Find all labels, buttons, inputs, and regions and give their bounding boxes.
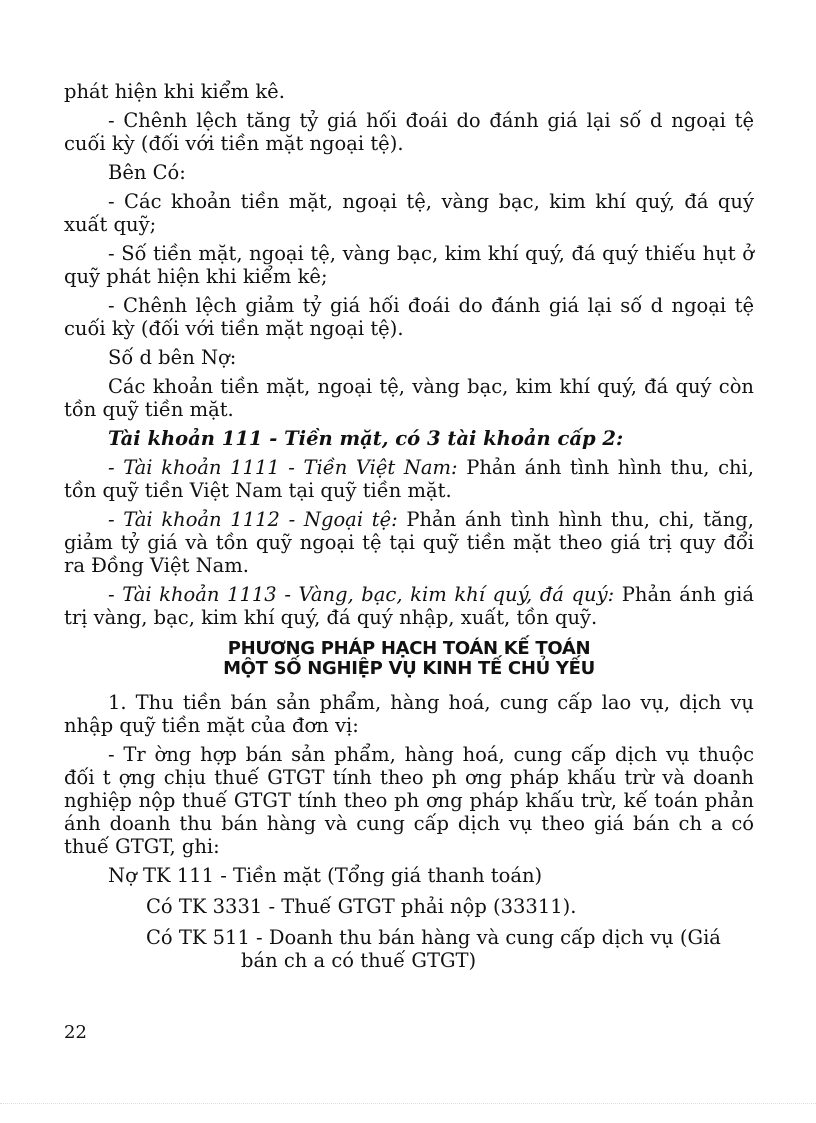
paragraph-credit-item-2: - Số tiền mặt, ngoại tệ, vàng bạc, kim khí quý, đá quý thiếu hụt ở quỹ phát hiện khi kiểm kê; bbox=[64, 242, 754, 288]
paragraph-item-1: 1. Thu tiền bán sản phẩm, hàng hoá, cung cấp lao vụ, dịch vụ nhập quỹ tiền mặt của đơn vị: bbox=[64, 691, 754, 737]
page-content bbox=[64, 80, 754, 980]
entry-debit-111: Nợ TK 111 - Tiền mặt (Tổng giá thanh toán) bbox=[108, 864, 543, 887]
account-111-title: Tài khoản 111 - Tiền mặt, có 3 tài khoản cấp 2: bbox=[108, 427, 624, 450]
account-1111-desc: Phản ánh tình hình thu, chi, tồn quỹ tiền Việt Nam tại quỹ tiền mặt. bbox=[64, 456, 754, 502]
paragraph-credit-item-1: - Các khoản tiền mặt, ngoại tệ, vàng bạc, kim khí quý, đá quý xuất quỹ; bbox=[64, 190, 754, 236]
entry-credit-511 bbox=[64, 926, 754, 972]
debit-balance-label: Số d bên Nợ: bbox=[108, 346, 237, 369]
account-1113-paragraph bbox=[64, 583, 754, 629]
paragraph-debit-item: - Chênh lệch tăng tỷ giá hối đoái do đánh giá lại số d ngoại tệ cuối kỳ (đối với tiền mặt ngoại tệ). bbox=[64, 109, 754, 155]
paragraph-case-1: - Tr ờng hợp bán sản phẩm, hàng hoá, cung cấp dịch vụ thuộc đối t ợng chịu thuế GTGT tính theo ph ơng pháp khấu trừ và doanh nghiệp nộp thuế GTGT tính theo ph ơng pháp khấu trừ, kế toán phản ánh doanh thu bán hàng và cung cấp dịch vụ theo giá bán ch a có thuế GTGT, ghi: bbox=[64, 743, 754, 858]
credit-side-label: Bên Có: bbox=[108, 161, 186, 184]
page-number: 22 bbox=[64, 1022, 87, 1043]
paragraph-debit-balance: Các khoản tiền mặt, ngoại tệ, vàng bạc, kim khí quý, đá quý còn tồn quỹ tiền mặt. bbox=[64, 375, 754, 421]
paragraph-credit-item-3: - Chênh lệch giảm tỷ giá hối đoái do đánh giá lại số d ngoại tệ cuối kỳ (đối với tiền mặt ngoại tệ). bbox=[64, 294, 754, 340]
section-heading bbox=[64, 639, 754, 679]
paragraph-continued: phát hiện khi kiểm kê. bbox=[64, 80, 285, 103]
account-1111-paragraph bbox=[64, 456, 754, 502]
entry-credit-511-line-1: Có TK 511 - Doanh thu bán hàng và cung cấp dịch vụ (Giá bbox=[146, 926, 721, 949]
section-heading-line-2: MỘT SỐ NGHIỆP VỤ KINH TẾ CHỦ YẾU bbox=[223, 658, 595, 679]
section-heading-line-1: PHƯƠNG PHÁP HẠCH TOÁN KẾ TOÁN bbox=[227, 638, 591, 659]
entry-credit-511-line-2: bán ch a có thuế GTGT) bbox=[241, 949, 477, 972]
account-1113-name: - Tài khoản 1113 - Vàng, bạc, kim khí quý, đá quý: bbox=[108, 583, 615, 606]
account-1112-paragraph bbox=[64, 508, 754, 577]
account-1113-desc: Phản ánh giá trị vàng, bạc, kim khí quý, đá quý nhập, xuất, tồn quỹ. bbox=[64, 583, 754, 629]
account-1111-name: - Tài khoản 1111 - Tiền Việt Nam: bbox=[108, 456, 458, 479]
account-1112-desc: Phản ánh tình hình thu, chi, tăng, giảm tỷ giá và tồn quỹ ngoại tệ tại quỹ tiền mặt theo giá trị quy đổi ra Đồng Việt Nam. bbox=[64, 508, 754, 577]
entry-credit-3331: Có TK 3331 - Thuế GTGT phải nộp (33311). bbox=[146, 895, 577, 918]
page-bottom-divider bbox=[0, 1103, 816, 1104]
account-1112-name: - Tài khoản 1112 - Ngoại tệ: bbox=[108, 508, 398, 531]
